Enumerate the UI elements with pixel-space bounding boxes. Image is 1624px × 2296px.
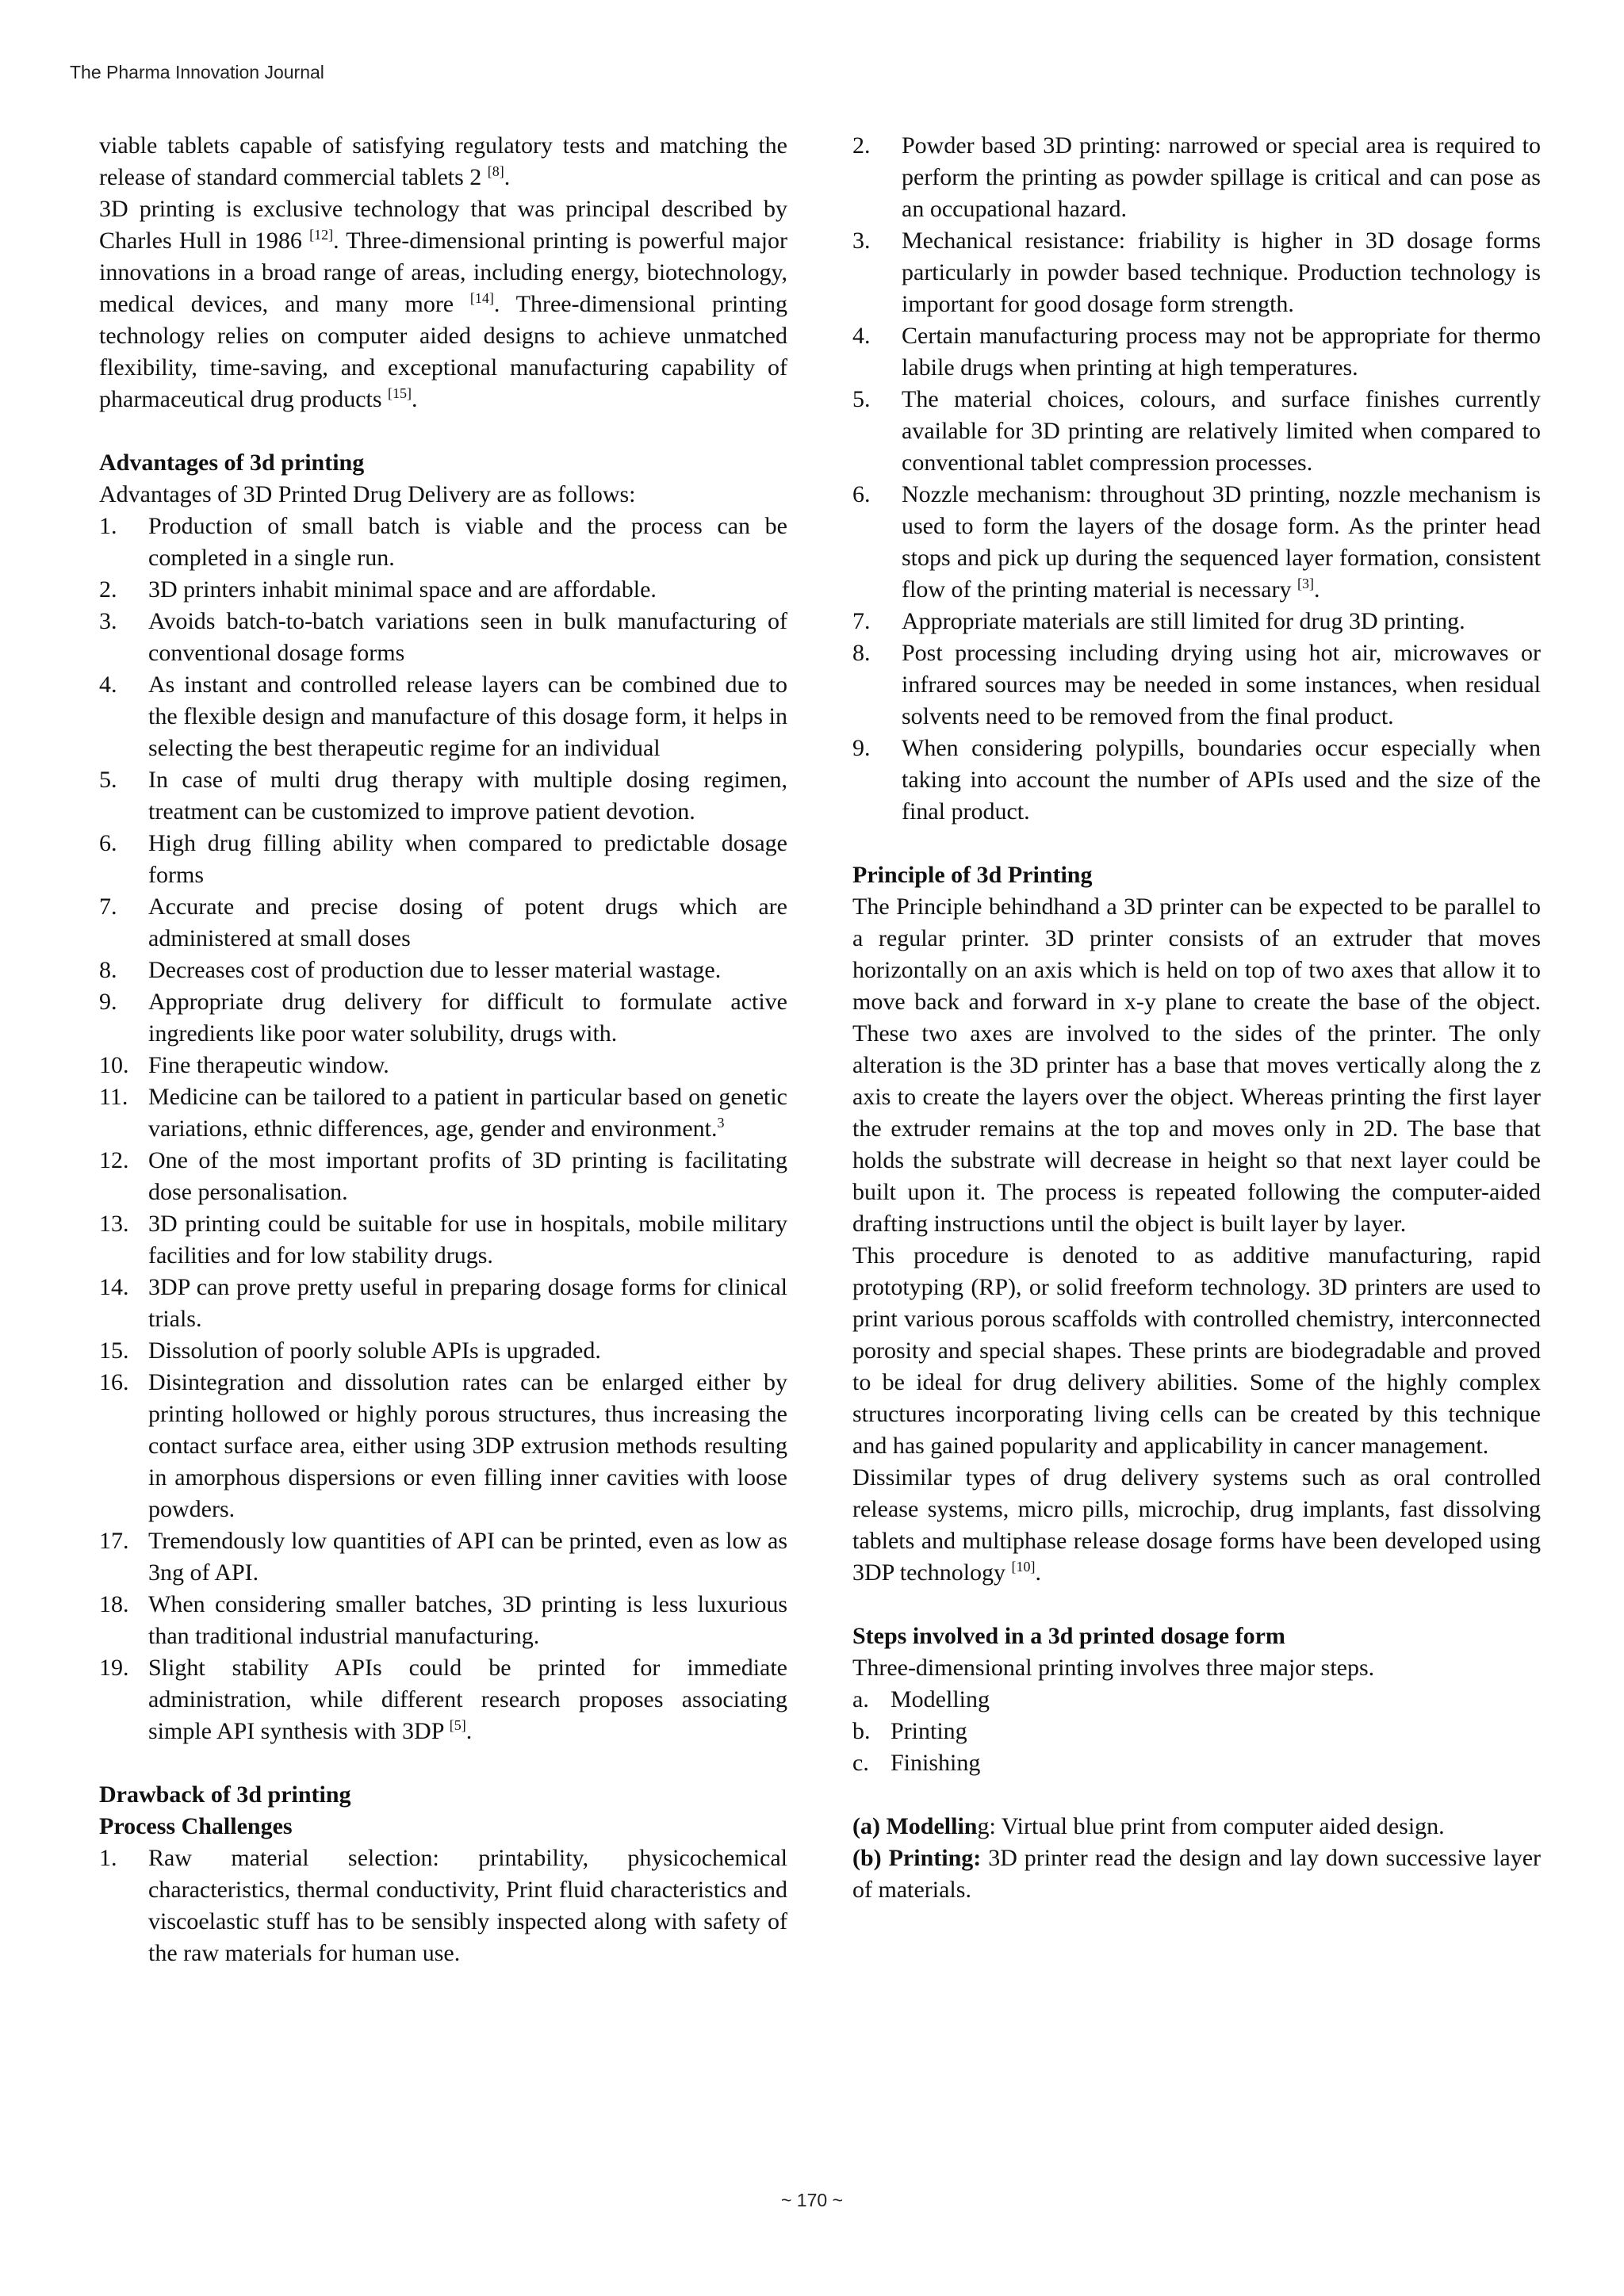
list-text: Dissolution of poorly soluble APIs is upgraded. xyxy=(148,1337,601,1364)
list-item xyxy=(99,1081,787,1145)
list-text: Post processing including drying using hot air, microwaves or infrared sources may be needed in some instances, when residual solvents need to be removed from the final product. xyxy=(902,640,1541,729)
list-text: 3DP can prove pretty useful in preparing dosage forms for clinical trials. xyxy=(148,1274,787,1332)
intro-paragraph-2: 3D printing is exclusive technology that was principal described by Charles Hull in 1986 [12]. Three-dimensional printing is powerful major innovations in a broad range of areas, including energy, biotechnology, medical devices, and many more [14]. Three-dimensional printing technology relies on computer aided designs to achieve unmatched flexibility, time-saving, and exceptional manufacturing capability of pharmaceutical drug products [15]. xyxy=(99,196,787,412)
list-text: 3D printing could be suitable for use in hospitals, mobile military facilities and for low stability drugs. xyxy=(148,1211,787,1269)
list-text-end: . xyxy=(1314,576,1320,603)
list-number: 10. xyxy=(99,1052,129,1078)
list-item: 1. Raw material selection: printability, physicochemical characteristics, thermal conductivity, Print fluid characteristics and viscoelastic stuff has to be sensibly inspected along with safety of the raw materials for human use. xyxy=(99,1845,787,1966)
list-number: 12. xyxy=(99,1147,129,1173)
list-number: 7. xyxy=(852,608,871,634)
list-item xyxy=(99,955,787,986)
list-number: 7. xyxy=(99,894,117,920)
challenges-list-start xyxy=(99,1843,787,1969)
list-text: Decreases cost of production due to lesser material wastage. xyxy=(148,957,722,983)
step-b-paragraph: (b) Printing: 3D printer read the design and lay down successive layer of materials. xyxy=(852,1845,1542,1903)
list-number: 9. xyxy=(852,735,871,761)
list-item xyxy=(852,1684,1541,1716)
citation: [8] xyxy=(487,163,504,179)
list-number: b. xyxy=(852,1718,871,1744)
list-number: 1. xyxy=(99,513,117,539)
list-text: Fine therapeutic window. xyxy=(148,1052,389,1078)
list-item xyxy=(852,479,1541,606)
list-item xyxy=(852,1716,1541,1747)
list-text: Accurate and precise dosing of potent drugs which are administered at small doses xyxy=(148,894,787,951)
list-text: Production of small batch is viable and the process can be completed in a single run. xyxy=(148,513,787,571)
list-item xyxy=(99,1145,787,1208)
list-number: 4. xyxy=(99,672,117,698)
citation: [3] xyxy=(1297,576,1315,591)
list-number: 15. xyxy=(99,1337,129,1364)
steps-heading: Steps involved in a 3d printed dosage form xyxy=(852,1623,1285,1649)
list-text: As instant and controlled release layers can be combined due to the flexible design and manufacture of this dosage form, it helps in selecting the best therapeutic regime for an individual xyxy=(148,672,787,761)
list-number: 8. xyxy=(99,957,117,983)
list-item xyxy=(99,1208,787,1272)
advantages-heading: Advantages of 3d printing xyxy=(99,450,365,476)
process-challenges-heading: Process Challenges xyxy=(99,1813,293,1839)
list-text: Mechanical resistance: friability is higher in 3D dosage forms particularly in powder based technique. Production technology is important for good dosage form strength. xyxy=(902,228,1541,317)
step-a-paragraph: (a) Modelling: Virtual blue print from computer aided design. xyxy=(852,1813,1445,1839)
list-text: Appropriate drug delivery for difficult to formulate active ingredients like poor water solubility, drugs with. xyxy=(148,989,787,1047)
list-item xyxy=(99,669,787,764)
journal-name: The Pharma Innovation Journal xyxy=(70,62,324,82)
list-number: a. xyxy=(852,1686,869,1712)
list-text: Slight stability APIs could be printed for immediate administration, while different research proposes associating simple API synthesis with 3DP xyxy=(148,1655,787,1744)
list-item xyxy=(99,511,787,574)
list-text: One of the most important profits of 3D printing is facilitating dose personalisation. xyxy=(148,1147,787,1205)
list-item xyxy=(99,986,787,1050)
list-item xyxy=(852,1747,1541,1779)
list-text: 3D printers inhabit minimal space and are affordable. xyxy=(148,576,657,603)
advantages-list xyxy=(99,511,787,1747)
list-item xyxy=(852,130,1541,225)
list-text: Certain manufacturing process may not be appropriate for thermo labile drugs when printing at high temperatures. xyxy=(902,323,1541,381)
list-number: 8. xyxy=(852,640,871,666)
list-item xyxy=(852,733,1541,828)
list-text: When considering polypills, boundaries occur especially when taking into account the number of APIs used and the size of the final product. xyxy=(902,735,1541,825)
list-text: Disintegration and dissolution rates can be enlarged either by printing hollowed or highly porous structures, thus increasing the contact surface area, either using 3DP extrusion methods resulting in amorphous dispersions or even filling inner cavities with loose powders. xyxy=(148,1369,787,1522)
list-item xyxy=(852,384,1541,479)
list-text: Modelling xyxy=(891,1686,990,1712)
list-number: 5. xyxy=(99,767,117,793)
list-text: Appropriate materials are still limited for drug 3D printing. xyxy=(902,608,1465,634)
list-text-end: . xyxy=(465,1718,473,1744)
intro-paragraph-1: viable tablets capable of satisfying regulatory tests and matching the release of standard commercial tablets 2 [8]. xyxy=(99,132,787,190)
citation: [12] xyxy=(309,227,334,243)
list-number: 2. xyxy=(99,576,117,603)
list-text: Powder based 3D printing: narrowed or special area is required to perform the printing as powder spillage is critical and can pose as an occupational hazard. xyxy=(902,132,1541,222)
list-number: 14. xyxy=(99,1274,129,1300)
list-item xyxy=(99,891,787,955)
list-item xyxy=(99,1050,787,1081)
list-item xyxy=(99,1652,787,1747)
list-text: When considering smaller batches, 3D printing is less luxurious than traditional industrial manufacturing. xyxy=(148,1591,787,1649)
list-number: 6. xyxy=(99,830,117,856)
list-item xyxy=(852,637,1541,733)
list-number: 3. xyxy=(99,608,117,634)
list-item xyxy=(852,606,1541,637)
list-item xyxy=(852,225,1541,320)
principle-paragraph-3: Dissimilar types of drug delivery systems such as oral controlled release systems, micro pills, microchip, drug implants, fast dissolving tablets and multiphase release dosage forms have been developed using 3DP technology [10]. xyxy=(852,1464,1541,1586)
list-number: 18. xyxy=(99,1591,129,1617)
citation: [10] xyxy=(1011,1559,1036,1575)
list-text: In case of multi drug therapy with multiple dosing regimen, treatment can be customized to improve patient devotion. xyxy=(148,767,787,825)
list-number: 16. xyxy=(99,1369,129,1395)
list-number: 17. xyxy=(99,1528,129,1554)
list-number: 6. xyxy=(852,481,871,507)
list-number: 5. xyxy=(852,386,871,412)
list-number: 13. xyxy=(99,1211,129,1237)
list-number: 9. xyxy=(99,989,117,1015)
advantages-intro: Advantages of 3D Printed Drug Delivery are as follows: xyxy=(99,481,636,507)
list-text: High drug filling ability when compared to predictable dosage forms xyxy=(148,830,787,888)
principle-paragraph-1: The Principle behindhand a 3D printer can be expected to be parallel to a regular printer. 3D printer consists of an extruder that moves horizontally on an axis which is held on top of two axes that allow it to move back and forward in x-y plane to create the base of the object. These two axes are involved to the sides of the printer. The only alteration is the 3D printer has a base that moves vertically along the z axis to create the layers over the object. Whereas printing the first layer the extruder remains at the top and moves only in 2D. The base that holds the substrate will decrease in height so that next layer could be built upon it. The process is repeated following the computer-aided drafting instructions until the object is built layer by layer. xyxy=(852,894,1541,1237)
page-number: ~ 170 ~ xyxy=(780,2190,844,2210)
list-number: 4. xyxy=(852,323,871,349)
list-number: c. xyxy=(852,1750,869,1776)
list-text: The material choices, colours, and surface finishes currently available for 3D printing are relatively limited when compared to conventional tablet compression processes. xyxy=(902,386,1541,476)
list-text: Printing xyxy=(891,1718,967,1744)
citation: [15] xyxy=(388,385,412,401)
citation: [14] xyxy=(469,290,494,306)
left-column xyxy=(99,130,787,1969)
list-number: 11. xyxy=(99,1084,128,1110)
list-text: Medicine can be tailored to a patient in particular based on genetic variations, ethnic differences, age, gender and environment. xyxy=(148,1084,787,1142)
list-item xyxy=(852,320,1541,384)
list-item xyxy=(99,764,787,828)
right-column xyxy=(852,130,1541,1906)
list-item xyxy=(99,574,787,606)
citation: 3 xyxy=(717,1115,725,1131)
list-text: Nozzle mechanism: throughout 3D printing, nozzle mechanism is used to form the layers of the dosage form. As the printer head stops and pick up during the sequenced layer formation, consistent flow of the printing material is necessary xyxy=(902,481,1541,603)
list-item xyxy=(99,606,787,669)
list-item xyxy=(99,1272,787,1335)
list-item xyxy=(99,1335,787,1367)
list-item xyxy=(99,1367,787,1525)
citation: [5] xyxy=(449,1717,466,1733)
list-number: 3. xyxy=(852,228,871,254)
list-item xyxy=(99,1525,787,1589)
challenges-list-continued xyxy=(852,130,1541,828)
principle-paragraph-2: This procedure is denoted to as additive manufacturing, rapid prototyping (RP), or solid freeform technology. 3D printers are used to print various porous scaffolds with controlled chemistry, interconnected porosity and special shapes. These prints are biodegradable and proved to be ideal for drug delivery abilities. Some of the highly complex structures incorporating living cells can be created by this technique and has gained popularity and applicability in cancer management. xyxy=(852,1242,1541,1459)
list-number: 19. xyxy=(99,1655,129,1681)
steps-intro: Three-dimensional printing involves three major steps. xyxy=(852,1655,1375,1681)
list-item xyxy=(99,1589,787,1652)
list-text: Finishing xyxy=(891,1750,981,1776)
list-number: 2. xyxy=(852,132,871,159)
list-text: Tremendously low quantities of API can be printed, even as low as 3ng of API. xyxy=(148,1528,787,1586)
list-text: Avoids batch-to-batch variations seen in bulk manufacturing of conventional dosage forms xyxy=(148,608,787,666)
drawback-heading: Drawback of 3d printing xyxy=(99,1781,351,1808)
list-item xyxy=(99,828,787,891)
principle-heading: Principle of 3d Printing xyxy=(852,862,1093,888)
steps-list xyxy=(852,1684,1541,1779)
